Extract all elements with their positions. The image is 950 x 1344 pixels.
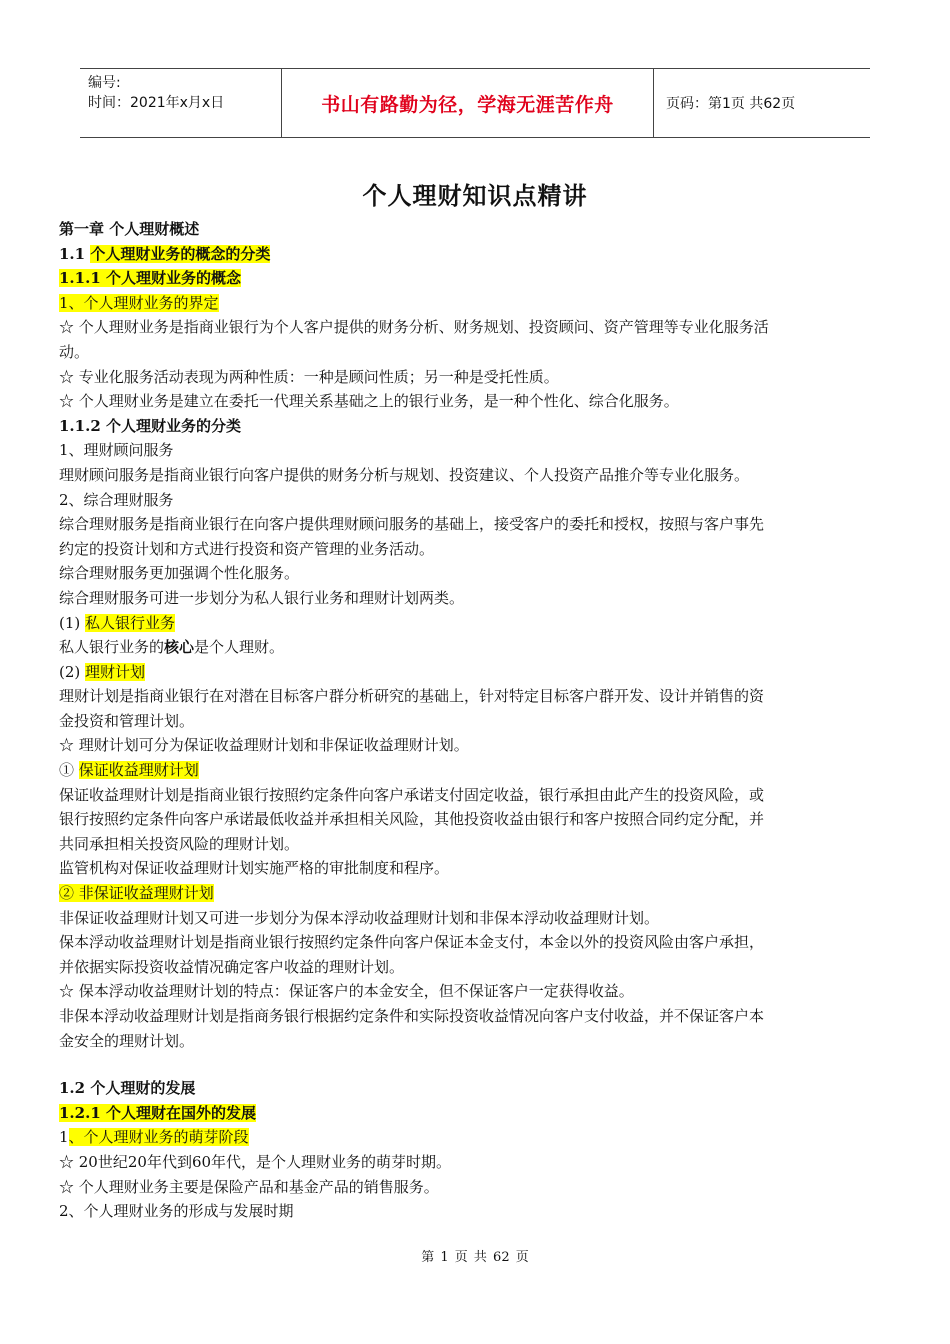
page-label: 页码：第1页 共62页 — [666, 96, 796, 112]
text-line — [59, 561, 889, 586]
text-line — [59, 709, 889, 734]
line-text: 综合理财服务可进一步划分为私人银行业务和理财计划两类。 — [59, 588, 465, 607]
text-line — [59, 1199, 889, 1224]
line-text: 金投资和管理计划。 — [59, 711, 195, 730]
highlighted-text: 1、个人理财业务的界定 — [59, 293, 219, 312]
line-text: 1.1.2 个人理财业务的分类 — [59, 416, 241, 435]
line-text: 保证收益理财计划是指商业银行按照约定条件向客户承诺支付固定收益，银行承担由此产生的投资风险，或 — [59, 785, 765, 804]
motto-text: 书山有路勤为径，学海无涯苦作舟 — [321, 93, 614, 116]
text-line — [59, 217, 889, 242]
number-label: 编号: — [88, 75, 121, 91]
text-line — [59, 365, 889, 390]
line-text: 金安全的理财计划。 — [59, 1031, 195, 1050]
text-line — [59, 930, 889, 955]
line-text: 非保本浮动收益理财计划是指商务银行根据约定条件和实际投资收益情况向客户支付收益，并不保证客户本 — [59, 1007, 765, 1025]
text-line — [59, 1076, 889, 1101]
highlighted-text: 私人银行业务 — [85, 613, 176, 632]
text-line — [59, 488, 889, 513]
text-line — [59, 1004, 889, 1029]
text-line — [59, 1150, 889, 1175]
header-page-cell — [654, 69, 870, 137]
line-text: 保本浮动收益理财计划是指商业银行按照约定条件向客户保证本金支付，本金以外的投资风险由客户承担， — [59, 933, 765, 952]
text-line — [59, 955, 889, 980]
header-table — [80, 68, 870, 138]
line-text: 非保证收益理财计划又可进一步划分为保本浮动收益理财计划和非保本浮动收益理财计划。 — [59, 908, 660, 927]
line-text-tail: 是个人理财。 — [194, 638, 285, 657]
line-prefix: ① — [59, 761, 79, 780]
text-line — [59, 512, 889, 537]
line-text: 2、综合理财服务 — [59, 490, 174, 509]
line-text: 约定的投资计划和方式进行投资和资产管理的业务活动。 — [59, 539, 435, 558]
line-prefix: 私人银行业务的 — [59, 638, 165, 657]
highlighted-text: ② 非保证收益理财计划 — [59, 884, 214, 903]
line-text: 银行按照约定条件向客户承诺最低收益并承担相关风险，其他投资收益由银行和客户按照合同约定分配，并 — [59, 810, 765, 829]
line-text: ☆ 专业化服务活动表现为两种性质：一种是顾问性质；另一种是受托性质。 — [59, 367, 559, 386]
text-line — [59, 315, 889, 340]
line-text: ☆ 个人理财业务是指商业银行为个人客户提供的财务分析、财务规划、投资顾问、资产管理等专业化服务活 — [59, 318, 769, 337]
text-line — [59, 758, 889, 783]
text-line — [59, 537, 889, 562]
date-label: 时间：2021年x月x日 — [88, 95, 225, 111]
paragraph-gap — [59, 1053, 889, 1076]
text-line — [59, 340, 889, 365]
line-text: 1.2 个人理财的发展 — [59, 1079, 196, 1098]
line-text: 并依据实际投资收益情况确定客户收益的理财计划。 — [59, 957, 405, 976]
text-line — [59, 463, 889, 488]
line-text: 核心 — [164, 638, 195, 657]
line-text: ☆ 个人理财业务是建立在委托一代理关系基础之上的银行业务，是一种个性化、综合化服务。 — [59, 392, 679, 411]
document-title: 个人理财知识点精讲 — [362, 181, 588, 210]
text-line — [59, 266, 889, 291]
highlighted-text: 1.2.1 个人理财在国外的发展 — [59, 1103, 256, 1122]
document-body — [59, 217, 889, 1224]
text-line — [59, 856, 889, 881]
line-text: 第一章 个人理财概述 — [59, 220, 200, 238]
line-text: ☆ 理财计划可分为保证收益理财计划和非保证收益理财计划。 — [59, 736, 469, 755]
line-text: 共同承担相关投资风险的理财计划。 — [59, 834, 300, 853]
highlighted-text: 保证收益理财计划 — [78, 761, 199, 780]
highlighted-text: 理财计划 — [85, 662, 146, 681]
text-line — [59, 1175, 889, 1200]
page-footer: 第 1 页 共 62 页 — [421, 1250, 529, 1265]
line-text: 监管机构对保证收益理财计划实施严格的审批制度和程序。 — [59, 859, 450, 878]
line-text: 动。 — [59, 342, 90, 361]
line-text: 综合理财服务是指商业银行在向客户提供理财顾问服务的基础上，接受客户的委托和授权，按照与客户事先 — [59, 515, 765, 534]
text-line — [59, 979, 889, 1004]
text-line — [59, 635, 889, 660]
header-left-cell — [80, 69, 282, 137]
line-prefix: (2) — [59, 662, 86, 681]
text-line — [59, 291, 889, 316]
text-line — [59, 1125, 889, 1150]
line-text: 1、理财顾问服务 — [59, 441, 174, 460]
header-motto-cell — [282, 69, 654, 137]
text-line — [59, 832, 889, 857]
line-text: ☆ 个人理财业务主要是保险产品和基金产品的销售服务。 — [59, 1177, 439, 1196]
text-line — [59, 906, 889, 931]
text-line — [59, 733, 889, 758]
text-line — [59, 438, 889, 463]
line-text: 理财顾问服务是指商业银行向客户提供的财务分析与规划、投资建议、个人投资产品推介等专业化服务。 — [59, 465, 750, 484]
line-text: ☆ 20世纪20年代到60年代，是个人理财业务的萌芽时期。 — [59, 1152, 452, 1171]
text-line — [59, 881, 889, 906]
text-line — [59, 389, 889, 414]
text-line — [59, 1101, 889, 1126]
line-text: 2、个人理财业务的形成与发展时期 — [59, 1202, 294, 1221]
line-prefix: (1) — [59, 613, 86, 632]
highlighted-text: 、个人理财业务的萌芽阶段 — [68, 1128, 249, 1147]
line-text: 理财计划是指商业银行在对潜在目标客户群分析研究的基础上，针对特定目标客户群开发、设计并销售的资 — [59, 687, 765, 706]
text-line — [59, 1029, 889, 1054]
line-prefix: 1.1 — [59, 244, 91, 263]
line-prefix: 1 — [59, 1128, 69, 1147]
text-line — [59, 611, 889, 636]
text-line — [59, 242, 889, 267]
highlighted-text: 1.1.1 个人理财业务的概念 — [59, 269, 241, 288]
text-line — [59, 684, 889, 709]
text-line — [59, 807, 889, 832]
highlighted-text: 个人理财业务的概念的分类 — [90, 244, 271, 263]
text-line — [59, 586, 889, 611]
text-line — [59, 660, 889, 685]
text-line — [59, 414, 889, 439]
text-line — [59, 783, 889, 808]
line-text: 综合理财服务更加强调个性化服务。 — [59, 564, 300, 583]
line-text: ☆ 保本浮动收益理财计划的特点：保证客户的本金安全，但不保证客户一定获得收益。 — [59, 982, 634, 1001]
